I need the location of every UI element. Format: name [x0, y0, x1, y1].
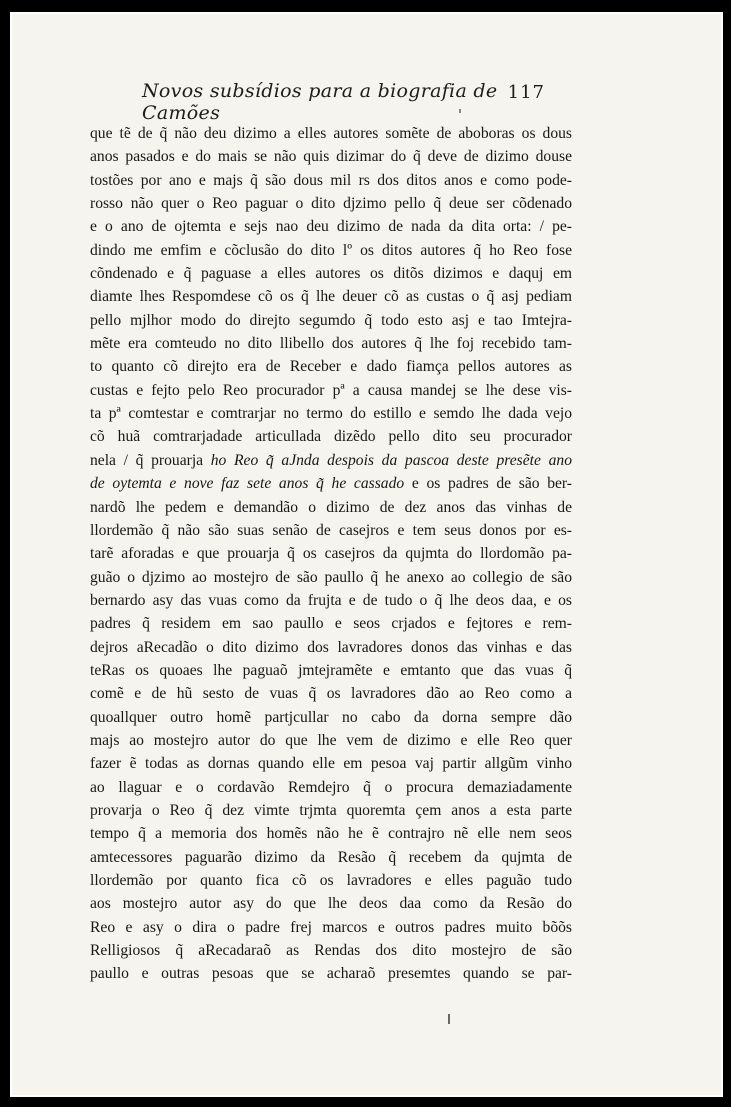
text-line: amtecessores paguarão dizimo da Resão q̃ recebem da qujmta de — [90, 848, 572, 866]
text-line: comẽ e de hũ sesto de vuas q̃ os lavradores dão ao Reo como a — [90, 685, 572, 703]
text-line: mẽte era comteudo no dito llibello dos autores q̃ lhe foj recebido tam- — [90, 335, 572, 353]
text-line: to quanto cõ direjto era de Receber e dado fiamça pellos autores as — [90, 358, 572, 376]
text-line: tarẽ aforadas e que prouarja q̃ os casejros da qujmta do llordomão pa- — [90, 545, 572, 563]
print-speck — [448, 1014, 450, 1024]
text-line: ao llaguar e o cordavão Remdejro q̃ o procura demaziadamente — [90, 778, 572, 796]
text-line: dindo me emfim e cõclusão do dito lº os ditos autores q̃ ho Reo fose — [90, 241, 572, 259]
text-line: bernardo asy das vuas como da frujta e de tudo o q̃ lhe deos daa, e os — [90, 591, 572, 609]
text-line-mixed — [90, 472, 572, 495]
text-line: tempo q̃ a memoria dos homẽs não he ẽ contrajro nẽ elle nem seos — [90, 825, 572, 843]
text-line: llordemão por quanto fica cõ os lavradores e elles paguão tudo — [90, 872, 572, 889]
text-line: nardõ lhe pedem e demandão o dizimo de dez anos das vinhas de — [90, 498, 572, 516]
text-line: provarja o Reo q̃ dez vimte trjmta quoremta çem anos a esta parte — [90, 801, 572, 819]
text-line: ta pª comtestar e comtrarjar no termo do estillo e semdo lhe dada vejo — [90, 405, 572, 423]
text-line: padres q̃ residem em sao paullo e seos crjados e fejtores e rem- — [90, 615, 572, 633]
text-line: anos pasados e do mais se não quis dizimar do q̃ deve de dizimo douse — [90, 148, 572, 166]
text-line: Relligiosos q̃ aRecadaraõ as Rendas dos dito mostejro de são — [90, 942, 572, 960]
text-line: aos mostejro autor asy do que lhe deos daa como da Resão do — [90, 895, 572, 913]
text-line: rosso não quer o Reo paguar o dito djzimo pello q̃ deue ser cõdenado — [90, 195, 572, 213]
italic-segment: de oytemta e nove faz sete anos q̃ he cassado — [90, 475, 405, 493]
text-line: cõ huã comtrarjadade articullada dizẽdo pello dito seu procurador — [90, 428, 572, 446]
text-line: guão o djzimo ao mostejro de são paullo q̃ he anexo ao collegio de são — [90, 568, 572, 586]
text-line: pello mjlhor modo do direjto segumdo q̃ todo esto asj e tao Imtejra- — [90, 311, 572, 329]
text-line: tostões por ano e majs q̃ são dous mil rs dos ditos anos e como pode- — [90, 171, 572, 189]
running-title: Novos subsídios para a biografia de Camões — [142, 80, 498, 124]
text-line: fazer ẽ todas as dornas quando elle em pesoa vaj partir allgũm vinho — [90, 755, 572, 773]
text-line: llordemão q̃ não são suas senão de casejros e tem seus donos por es- — [90, 521, 572, 539]
book-page — [12, 14, 721, 1095]
text-line: diamte lhes Respomdese cõ os q̃ lhe deuer cõ as custas o q̃ asj pediam — [90, 288, 572, 306]
body-text — [90, 122, 572, 986]
page-frame — [10, 12, 723, 1097]
text-line: teRas os quoaes lhe paguaõ jmtejramẽte e emtanto que das vuas q̃ — [90, 661, 572, 679]
text-line: quoallquer outro homẽ partjcullar no cabo da dorna sempre dão — [90, 708, 572, 726]
italic-segment: ho Reo q̃ aJnda despois da pascoa deste presẽte ano — [210, 451, 572, 469]
text-line: que tẽ de q̃ não deu dizimo a elles autores somẽte de aboboras os dous — [90, 125, 572, 142]
text-line: dejros aRecadão o dito dizimo dos lavradores donos das vinhas e das — [90, 638, 572, 656]
text-line: majs ao mostejro autor do que lhe vem de dizimo e elle Reo quer — [90, 731, 572, 749]
text-line: e o ano de ojtemta e sejs nao deu dizimo de nada da dita orta: / pe- — [90, 218, 572, 236]
text-segment: e os padres de são ber- — [404, 475, 572, 493]
print-speck — [459, 109, 461, 113]
text-line: paullo e outras pesoas que se acharaõ presemtes quando se par- — [90, 965, 572, 983]
text-line-mixed — [90, 449, 572, 472]
text-line: custas e fejto pelo Reo procurador pª a causa mandej se lhe dese vis- — [90, 381, 572, 399]
text-line: cõndenado e q̃ paguase a elles autores os ditõs dizimos e daquj em — [90, 265, 572, 283]
text-line: Reo e asy o dira o padre frej marcos e outros padres muito bõõs — [90, 918, 572, 936]
text-segment: nela / q̃ prouarja — [90, 451, 211, 469]
page-number: 117 — [507, 82, 545, 103]
